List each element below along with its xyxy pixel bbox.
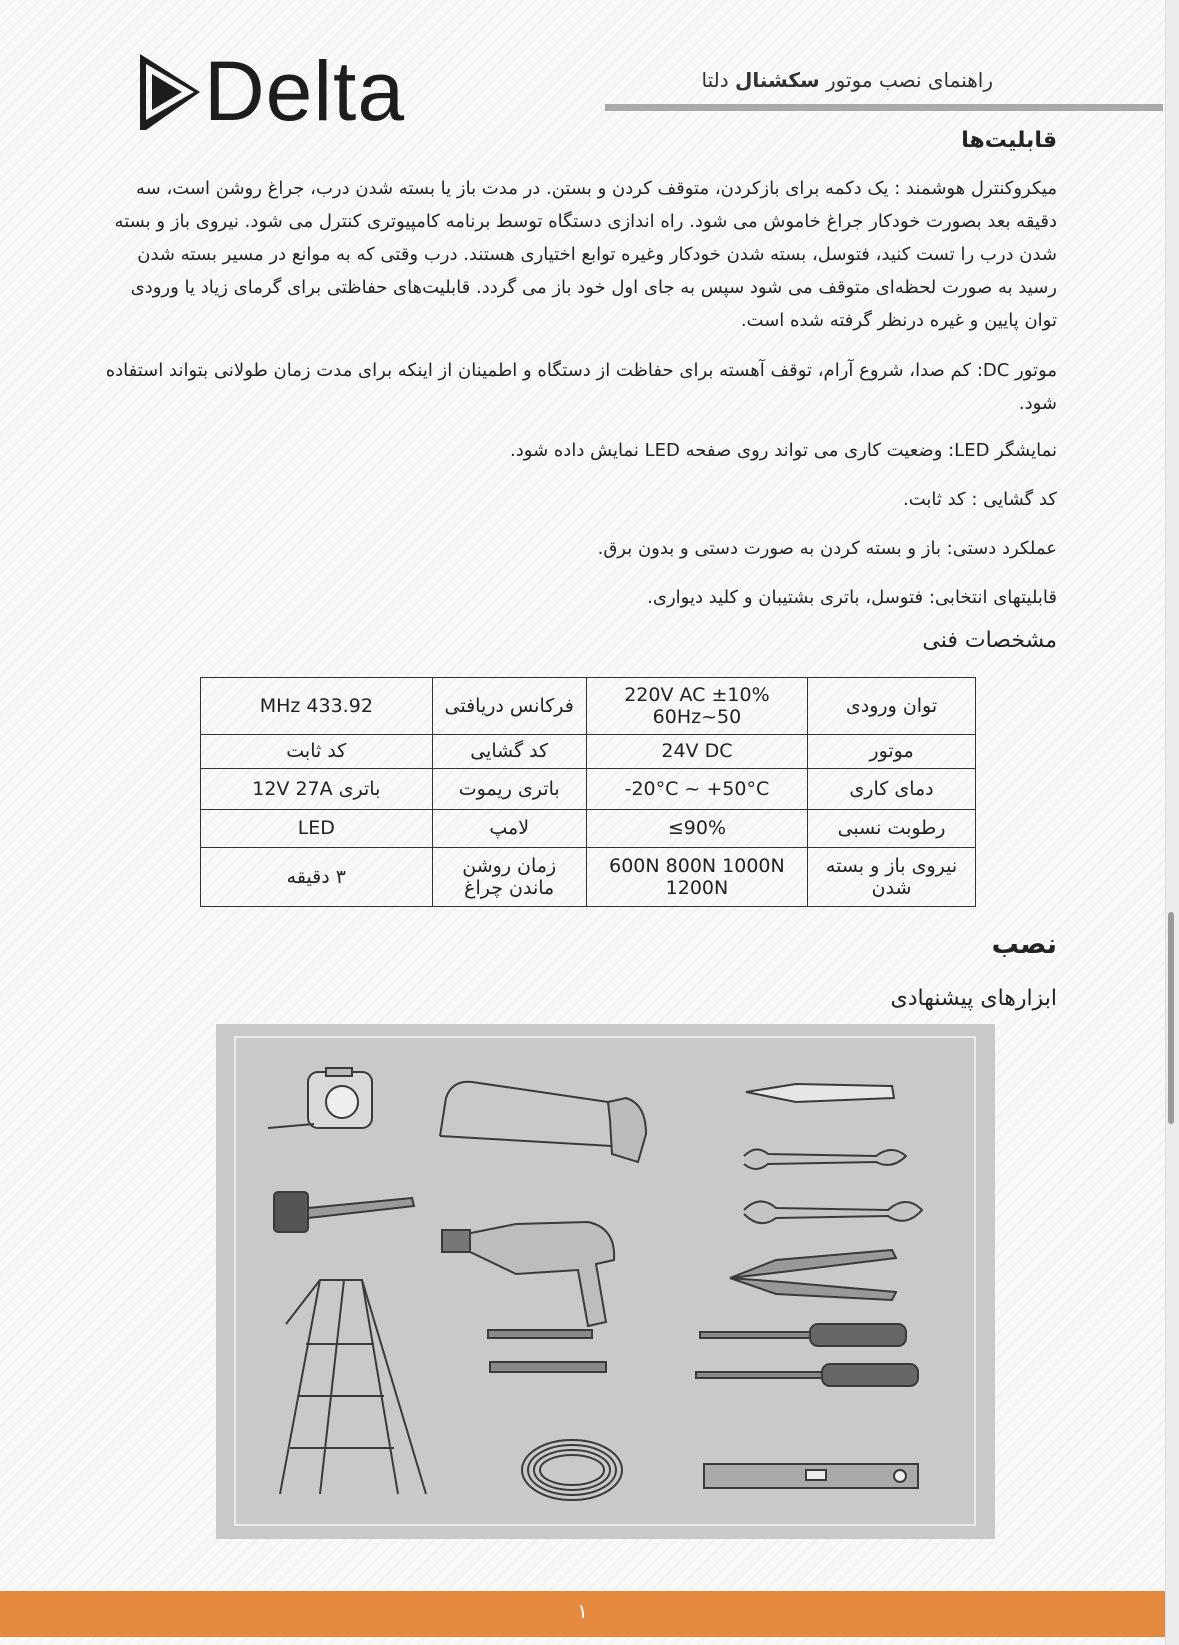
document-title: راهنمای نصب موتور سکشنال دلتا — [701, 68, 993, 92]
drill-bits-icon — [488, 1330, 606, 1372]
table-cell: کد گشایی — [432, 734, 586, 768]
code-feature: کد گشایی : کد ثابت. — [902, 489, 1057, 510]
tools-drawing — [216, 1024, 995, 1539]
features-paragraph-2: موتور DC: کم صدا، شروع آرام، توقف آهسته برای حفاظت از دستگاه و اطمینان از اینکه برای مدت زمان طولانی بتواند استفاده شود. — [105, 360, 1057, 414]
features-heading: قابلیت‌ها — [961, 128, 1057, 153]
specs-table — [200, 677, 976, 907]
wrench-icon — [744, 1149, 922, 1223]
page-edge — [1165, 0, 1179, 1645]
table-row — [201, 678, 976, 735]
table-cell: فرکانس دریافتی — [432, 678, 586, 735]
delta-logo — [138, 44, 428, 138]
table-cell: 600N 800N 1000N 1200N — [586, 848, 807, 907]
header-rule — [605, 104, 1163, 111]
table-cell: زمان روشن ماندن چراغ — [432, 848, 586, 907]
table-cell: 220V AC ±10% 50~60Hz — [586, 678, 807, 735]
table-cell: کد ثابت — [201, 734, 433, 768]
table-cell: موتور — [808, 734, 976, 768]
page-number: ۱ — [577, 1599, 588, 1623]
scrollbar-thumb[interactable] — [1168, 912, 1174, 1124]
table-cell: رطوبت نسبی — [808, 809, 976, 848]
ladder-icon — [280, 1280, 426, 1494]
screwdriver-icon — [696, 1324, 918, 1386]
table-row — [201, 848, 976, 907]
table-cell: 24V DC — [586, 734, 807, 768]
table-row — [201, 769, 976, 810]
spirit-level-icon — [704, 1464, 918, 1488]
table-row — [201, 809, 976, 848]
table-cell: ≤90% — [586, 809, 807, 848]
table-cell: لامپ — [432, 809, 586, 848]
table-cell: LED — [201, 809, 433, 848]
install-heading: نصب — [991, 929, 1057, 960]
features-paragraph-1: میکروکنترل هوشمند : یک دکمه برای بازکردن، متوقف کردن و بستن. در مدت باز یا بسته شدن درب، جراغ روشن است، سه دقیقه بعد بصورت خودکار جراغ خاموش می شود. راه اندازی دستگاه توسط برنامه کامپیوتری کنترل می شود. نیروی باز و بسته شدن درب را تست کنید، فتوسل، بسته شدن خودکار وغیره توابع اختیاری هستند. درب وقتی که به موانع در مسیر بسته شدن رسید به صورت لحظه‌ای متوقف می شود سپس به جای اول خود باز می گردد. قابلیت‌های حفاظتی برای گرمای زیاد یا ورودی توان پایین و غیره درنظر گرفته شده است. — [114, 178, 1057, 331]
table-cell: -20°C ~ +50°C — [586, 769, 807, 810]
table-cell: ۳ دقیقه — [201, 848, 433, 907]
table-row — [201, 734, 976, 768]
logo-text: Delta — [204, 44, 406, 138]
table-cell: باتری ریموت — [432, 769, 586, 810]
table-cell: دمای کاری — [808, 769, 976, 810]
table-cell: توان ورودی — [808, 678, 976, 735]
tools-illustration — [216, 1024, 995, 1539]
play-triangle-icon — [138, 52, 202, 134]
specs-heading: مشخصات فنی — [922, 628, 1057, 653]
hammer-icon — [274, 1192, 414, 1232]
voltage-tester-icon — [746, 1084, 894, 1102]
tools-heading: ابزارهای پیشنهادی — [890, 986, 1057, 1011]
table-cell: نیروی باز و بسته شدن — [808, 848, 976, 907]
drill-icon — [442, 1222, 614, 1326]
led-feature: نمایشگر LED: وضعیت کاری می تواند روی صفحه LED نمایش داده شود. — [510, 440, 1057, 461]
pliers-icon — [730, 1250, 896, 1300]
hacksaw-icon — [440, 1082, 646, 1162]
table-cell: باتری 12V 27A — [201, 769, 433, 810]
tape-measure-icon — [268, 1068, 372, 1128]
cable-coil-icon — [522, 1440, 622, 1500]
table-cell: 433.92 MHz — [201, 678, 433, 735]
optional-feature: قابلیتهای انتخابی: فتوسل، باتری بشتیبان و کلید دیواری. — [647, 587, 1057, 608]
manual-feature: عملکرد دستی: باز و بسته کردن به صورت دستی و بدون برق. — [597, 538, 1057, 559]
